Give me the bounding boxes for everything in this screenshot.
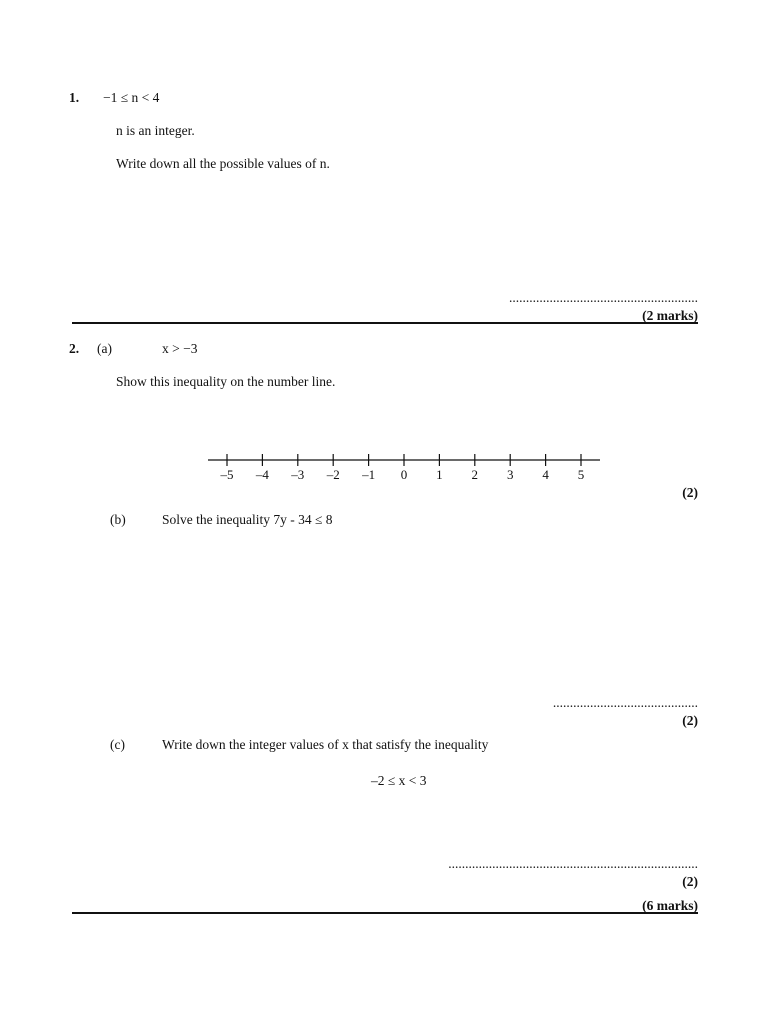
question-2b-instruction: Solve the inequality 7y - 34 ≤ 8 — [162, 512, 333, 527]
question-1-instruction: Write down all the possible values of n. — [116, 156, 330, 171]
question-1-inequality — [103, 90, 159, 106]
number-line-tick-label: –4 — [255, 467, 269, 482]
question-1-marks: (2 marks) — [642, 308, 698, 323]
question-2a-instruction: Show this inequality on the number line. — [116, 374, 336, 389]
question-2b-label: (b) — [110, 512, 126, 527]
question-1-inequality-text: −1 ≤ n < 4 — [103, 90, 160, 105]
question-2a-marks: (2) — [682, 485, 698, 500]
question-2-number: 2. — [69, 341, 80, 356]
question-1-number: 1. — [69, 90, 80, 105]
question-2c-answer-line[interactable]: .......................................................................... — [448, 856, 698, 871]
question-2-divider — [72, 912, 698, 914]
question-2b-marks: (2) — [682, 713, 698, 728]
question-2a-label: (a) — [97, 341, 112, 356]
number-line-tick-label: –1 — [362, 467, 376, 482]
question-2c-marks: (2) — [682, 874, 698, 889]
question-2c-instruction: Write down the integer values of x that satisfy the inequality — [162, 737, 489, 752]
number-line-tick-label: –2 — [326, 467, 340, 482]
number-line-tick-label: 0 — [400, 467, 408, 482]
number-line-tick-label: 3 — [506, 467, 514, 482]
question-1-divider — [72, 322, 698, 324]
number-line-tick-label: 5 — [577, 467, 585, 482]
question-2a-inequality: x > −3 — [162, 341, 198, 356]
question-1-answer-line[interactable]: ........................................................ — [509, 290, 698, 305]
question-2c-label: (c) — [110, 737, 125, 752]
question-2-total-marks: (6 marks) — [642, 898, 698, 913]
number-line-tick-label: 2 — [471, 467, 479, 482]
question-2b-answer-line[interactable]: ........................................... — [552, 695, 698, 710]
number-line-tick-label: 1 — [436, 467, 443, 482]
number-line-tick-label: –5 — [220, 467, 234, 482]
question-1-statement: n is an integer. — [116, 123, 195, 138]
question-2c-inequality: –2 ≤ x < 3 — [371, 773, 427, 788]
number-line-tick-label: –3 — [291, 467, 305, 482]
number-line-tick-label: 4 — [542, 467, 549, 482]
number-line[interactable] — [200, 448, 620, 488]
